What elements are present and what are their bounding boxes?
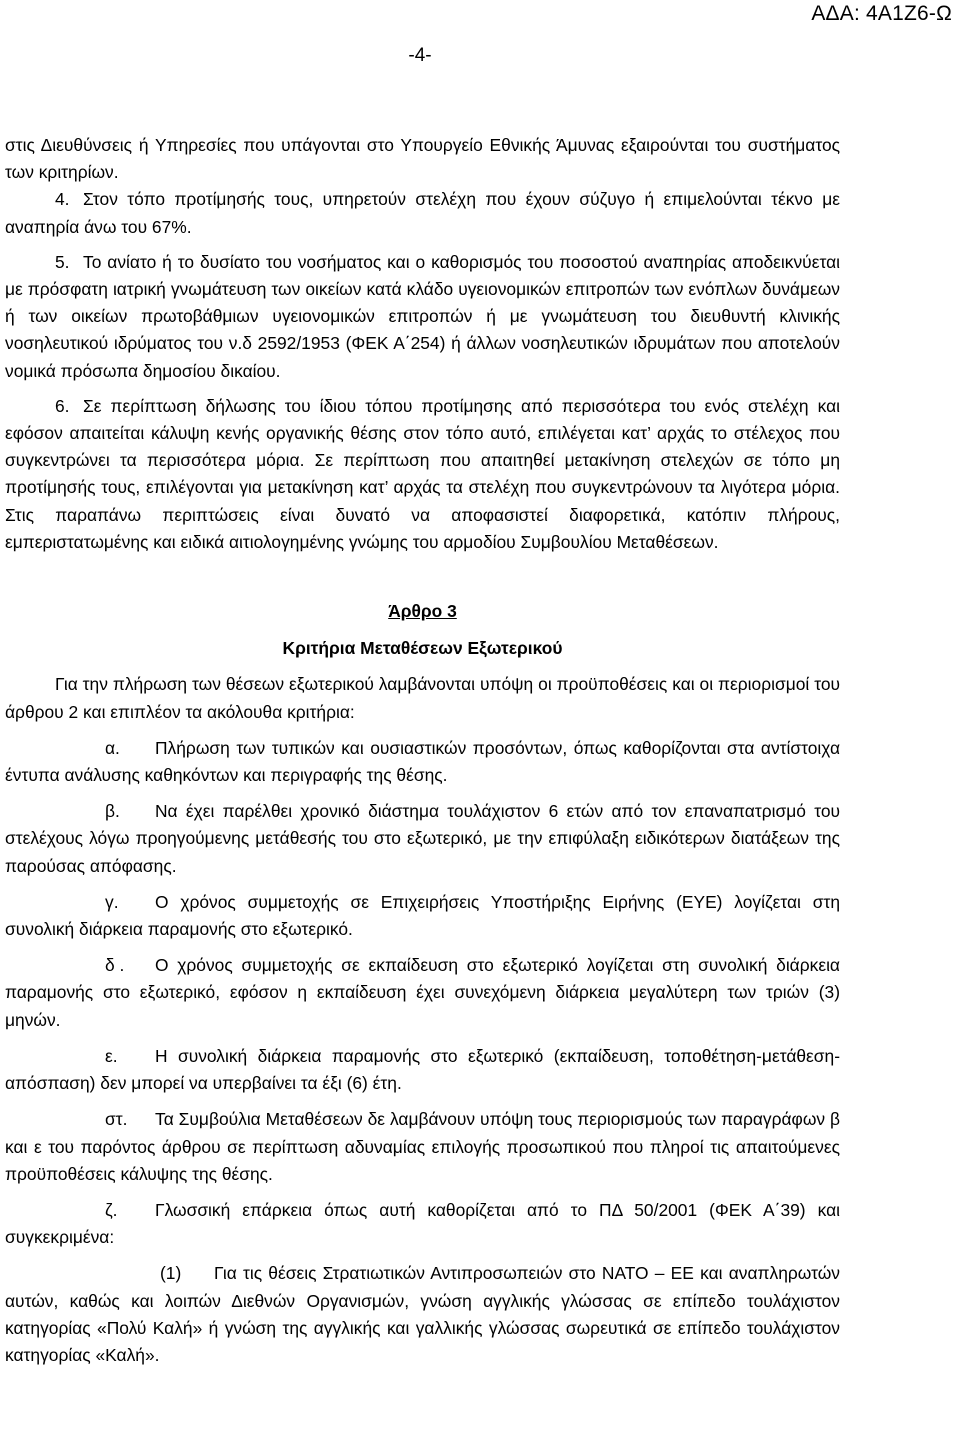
criterion-a xyxy=(5,735,840,789)
criterion-label: γ. xyxy=(105,891,119,912)
article-intro: Για την πλήρωση των θέσεων εξωτερικού λαμβάνονται υπόψη οι προϋποθέσεις και οι περιορισμοί του άρθρου 2 και επιπλέον τα ακόλουθα κριτήρια: xyxy=(5,674,840,722)
criterion-label: β. xyxy=(105,801,120,822)
criterion-text: Να έχει παρέλθει χρονικό διάστημα τουλάχιστον 6 ετών από τον επαναπατρισμό του στελέχους λόγω προηγούμενης μετάθεσής του στο εξωτερικό, με την επιφύλαξη ειδικότερων διατάξεων της παρούσας απόφασης. xyxy=(5,801,840,876)
article-subtitle: Κριτήρια Μεταθέσεων Εξωτερικού xyxy=(282,638,563,659)
criterion-c xyxy=(5,889,840,943)
criterion-st xyxy=(5,1106,840,1188)
sub-criterion-label: (1) xyxy=(160,1263,182,1284)
criterion-label: ε. xyxy=(105,1045,118,1066)
criterion-label: ζ. xyxy=(105,1199,118,1220)
paragraph-number: 6. xyxy=(55,395,70,416)
criterion-text: Η συνολική διάρκεια παραμονής στο εξωτερικό (εκπαίδευση, τοποθέτηση-μετάθεση-απόσπαση) δεν μπορεί να υπερβαίνει τα έξι (6) έτη. xyxy=(5,1045,840,1094)
criterion-d xyxy=(5,952,840,1034)
criterion-label: α. xyxy=(105,737,120,758)
criterion-text: Γλωσσική επάρκεια όπως αυτή καθορίζεται από το ΠΔ 50/2001 (ΦΕΚ Α΄39) και συγκεκριμένα: xyxy=(5,1199,840,1248)
criterion-label: στ. xyxy=(105,1109,128,1130)
criterion-text: Τα Συμβούλια Μεταθέσεων δε λαμβάνουν υπόψη τους περιορισμούς των παραγράφων β και ε του παρόντος άρθρου σε περίπτωση αδυναμίας επιλογής προσωπικού που πληροί τις απαιτούμενες προϋποθέσεις κάλυψης της θέσης. xyxy=(5,1109,840,1184)
paragraph-5 xyxy=(5,249,840,385)
criterion-text: Ο χρόνος συμμετοχής σε Επιχειρήσεις Υποστήριξης Ειρήνης (ΕΥΕ) λογίζεται στη συνολική διάρκεια παραμονής στο εξωτερικό. xyxy=(5,891,840,940)
article-title: Άρθρο 3 xyxy=(388,601,457,622)
paragraph-number: 4. xyxy=(55,189,70,210)
paragraph-4 xyxy=(5,186,840,240)
paragraph-continuation: στις Διευθύνσεις ή Υπηρεσίες που υπάγονται στο Υπουργείο Εθνικής Άμυνας εξαιρούνται του συστήματος των κριτηρίων. xyxy=(5,135,840,183)
ada-code: ΑΔΑ: 4Α1Ζ6-Ω xyxy=(811,2,952,25)
paragraph-number: 5. xyxy=(55,251,70,272)
paragraph-text: Το ανίατο ή το δυσίατο του νοσήματος και ο καθορισμός του ποσοστού αναπηρίας αποδεικνύεται με πρόσφατη ιατρική γνωμάτευση των οικείων κατά κλάδο υγειονομικών επιτροπών των ενόπλων δυνάμεων ή των οικείων πρωτοβάθμιων υγειονομικών επιτροπών ή με γνωμάτευση του διευθυντή κλινικής νοσηλευτικού ιδρύματος του ν.δ 2592/1953 (ΦΕΚ Α΄254) ή άλλων νοσηλευτικών ιδρυμάτων που αποτελούν νομικά πρόσωπα δημοσίου δικαίου. xyxy=(5,251,840,381)
paragraph-text: Στον τόπο προτίμησής τους, υπηρετούν στελέχη που έχουν σύζυγο ή επιμελούνται τέκνο με αναπηρία άνω του 67%. xyxy=(5,189,840,237)
criterion-label: δ . xyxy=(105,955,125,976)
criterion-e xyxy=(5,1043,840,1097)
sub-criterion-1 xyxy=(5,1260,840,1369)
document-body xyxy=(5,132,840,1369)
criterion-text: Ο χρόνος συμμετοχής σε εκπαίδευση στο εξωτερικό λογίζεται στη συνολική διάρκεια παραμονής στο εξωτερικό, εφόσον η εκπαίδευση έχει συνεχόμενη διάρκεια μεγαλύτερη των τριών (3) μηνών. xyxy=(5,955,840,1030)
sub-criterion-text: Για τις θέσεις Στρατιωτικών Αντιπροσωπειών στο ΝΑΤΟ – ΕΕ και αναπληρωτών αυτών, καθώς και λοιπών Διεθνών Οργανισμών, γνώση αγγλικής γλώσσας σε επίπεδο τουλάχιστον κατηγορίας «Πολύ Καλή» ή γνώση της αγγλικής και γαλλικής γλώσσας σωρευτικά σε επίπεδο τουλάχιστον κατηγορίας «Καλή». xyxy=(5,1263,840,1365)
criterion-z xyxy=(5,1197,840,1251)
paragraph-6 xyxy=(5,393,840,556)
paragraph-text: Σε περίπτωση δήλωσης του ίδιου τόπου προτίμησης από περισσότερα του ενός στελέχη και εφόσον απαιτείται κάλυψη κενής οργανικής θέσης στον τόπο αυτό, επιλέγεται κατ’ αρχάς το στέλεχος που συγκεντρώνει τα περισσότερα μόρια. Σε περίπτωση που απαιτηθεί μετακίνηση στελεχών σε τόπο μη προτίμησής τους, επιλέγονται για μετακίνηση κατ’ αρχάς τα στελέχη που συγκεντρώνουν τα λιγότερα μόρια. Στις παραπάνω περιπτώσεις είναι δυνατό να αποφασιστεί διαφορετικά, κατόπιν πλήρους, εμπεριστατωμένης και ειδικά αιτιολογημένης γνώμης του αρμοδίου Συμβουλίου Μεταθέσεων. xyxy=(5,395,840,552)
criterion-b xyxy=(5,798,840,880)
criterion-text: Πλήρωση των τυπικών και ουσιαστικών προσόντων, όπως καθορίζονται στα αντίστοιχα έντυπα ανάλυσης καθηκόντων και περιγραφής της θέσης. xyxy=(5,737,840,786)
page-number: -4- xyxy=(408,45,432,66)
